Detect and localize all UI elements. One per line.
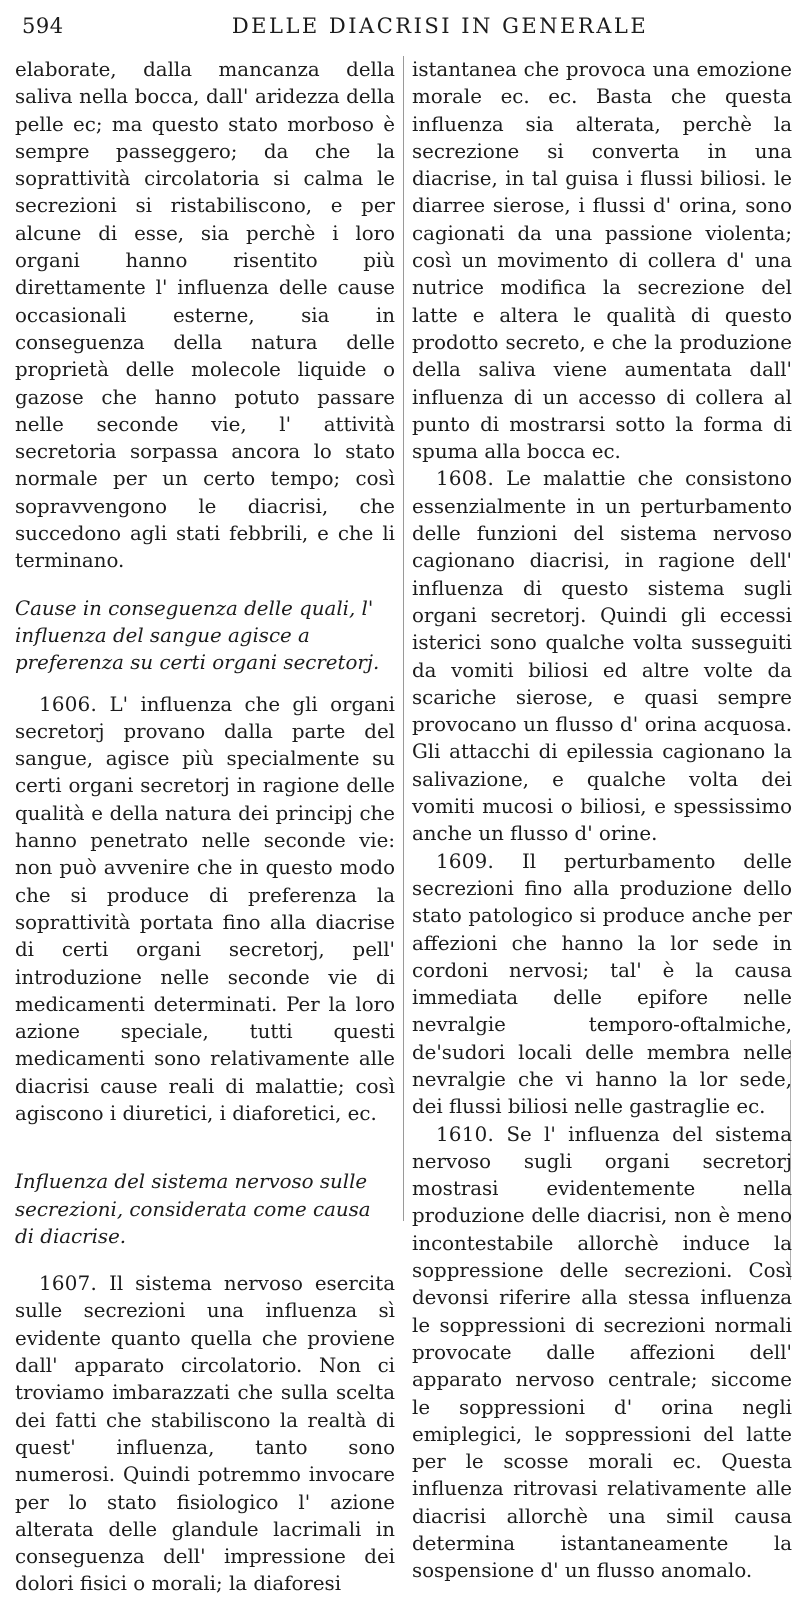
paragraph-1610 xyxy=(412,1121,792,1585)
paragraph-1607 xyxy=(15,1270,395,1598)
paragraph-number: 1609. xyxy=(436,849,495,873)
page-number: 594 xyxy=(22,14,64,38)
section-heading-blood-influence: Cause in conseguenza delle quali, l' influenza del sangue agisce a preferenza su certi organi secretorj. xyxy=(15,596,380,675)
continued-paragraph: istantanea che provoca una emozione morale ec. ec. Basta che questa influenza sia alterata, perchè la secrezione si converta in una diacrise, in tal guisa i flussi biliosi. le diarree sierose, i flussi d' orina, sono cagionati da una passione violenta; così un movimento di collera d' una nutrice modifica la secrezione del latte e altera le qualità di questo prodotto secreto, e che la produzione della saliva viene aumentata dall' influenza di un accesso di collera al punto di mostrarsi sotto la forma di spuma alla bocca ec. xyxy=(412,58,792,464)
paragraph-text: Il sistema nervoso esercita sulle secrezioni una influenza sì evidente quanto quella che proviene dall' apparato circolatorio. Non ci troviamo imbarazzati che sulla scelta dei fatti che stabiliscono la realtà di quest' influenza, tanto sono numerosi. Quindi potremmo invocare per lo stato fisiologico l' azione alterata delle glandule lacrimali in conseguenza dell' impressione dei dolori fisici o morali; la diaforesi xyxy=(15,1272,395,1596)
section-heading-nervous-system: Influenza del sistema nervoso sulle secrezioni, considerata come causa di diacrise. xyxy=(15,1170,371,1248)
paragraph-1609 xyxy=(412,848,792,1121)
paragraph-number: 1608. xyxy=(436,467,495,491)
continued-paragraph: elaborate, dalla mancanza della saliva nella bocca, dall' aridezza della pelle ec; ma questo stato morboso è sempre passeggero; da che la soprattività circolatoria si calma le secrezioni si ristabiliscono, e per alcune di esse, sia perchè i loro organi hanno risentito più direttamente l' influenza delle cause occasionali esterne, sia in conseguenza della natura delle proprietà delle molecole liquide o gazose che hanno potuto passare nelle seconde vie, l' attività secretoria sorpassa ancora lo stato normale per un certo tempo; così sopravvengono le diacrisi, che succedono agli stati febbrili, e che li terminano. xyxy=(15,58,395,573)
paragraph-text: Le malattie che consistono essenzialmente in un perturbamento delle funzioni del sistema nervoso cagionano diacrisi, in ragione dell' influenza di questo sistema sugli organi secretorj. Quindi gli eccessi isterici sono qualche volta susseguiti da vomiti biliosi ed altre volte da scariche sierose, e quasi sempre provocano un flusso d' orina acquosa. Gli attacchi di epilessia cagionano la salivazione, e qualche volta dei vomiti mucosi o biliosi, e spessissimo anche un flusso d' orine. xyxy=(412,467,792,846)
right-column xyxy=(412,56,793,1583)
paragraph-1606 xyxy=(15,691,395,1128)
paragraph-text: Il perturbamento delle secrezioni fino alla produzione dello stato patologico si produce anche per affezioni che hanno la lor sede in cordoni nervosi; tal' è la causa immediata delle epifore nelle nevralgie temporo-oftalmiche, de'sudori locali delle membra nelle nevralgie che vi hanno la lor sede, dei flussi biliosi nelle gastraglie ec. xyxy=(412,849,793,1119)
paragraph-text: L' influenza che gli organi secretorj provano dalla parte del sangue, agisce più specialmente su certi organi secretorj in ragione delle qualità e della natura dei principj che hanno penetrato nelle seconde vie: non può avvenire che in questo modo che si produce di preferenza la soprattività portata fino alla diacrise di certi organi secretorj, pell' introduzione nelle seconde vie di medicamenti determinati. Per la loro azione speciale, tutti questi medicamenti sono relativamente alle diacrisi cause reali di malattie; così agiscono i diuretici, i diaforetici, ec. xyxy=(15,692,395,1125)
paragraph-text: Se l' influenza del sistema nervoso sugli organi secretorj mostrasi evidentemente nella produzione delle diacrisi, non è meno incontestabile allorchè induce la soppressione delle secrezioni. Così devonsi riferire alla stessa influenza le soppressioni di secrezioni normali provocate dalle affezioni dell' apparato nervoso centrale; siccome le soppressioni d' orina negli emiplegici, le soppressioni del latte per le scosse morali ec. Questa influenza ritrovasi relativamente alle diacrisi allorchè una simil causa determina istantaneamente la sospensione d' un flusso anomalo. xyxy=(412,1122,792,1583)
paragraph-number: 1610. xyxy=(436,1122,495,1146)
paragraph-number: 1606. xyxy=(39,692,98,716)
paragraph-number: 1607. xyxy=(39,1272,98,1296)
left-column xyxy=(15,56,395,1596)
paragraph-1608 xyxy=(412,465,792,847)
column-divider xyxy=(403,56,404,1221)
running-head xyxy=(0,14,800,48)
running-title: DELLE DIACRISI IN GENERALE xyxy=(231,14,649,38)
